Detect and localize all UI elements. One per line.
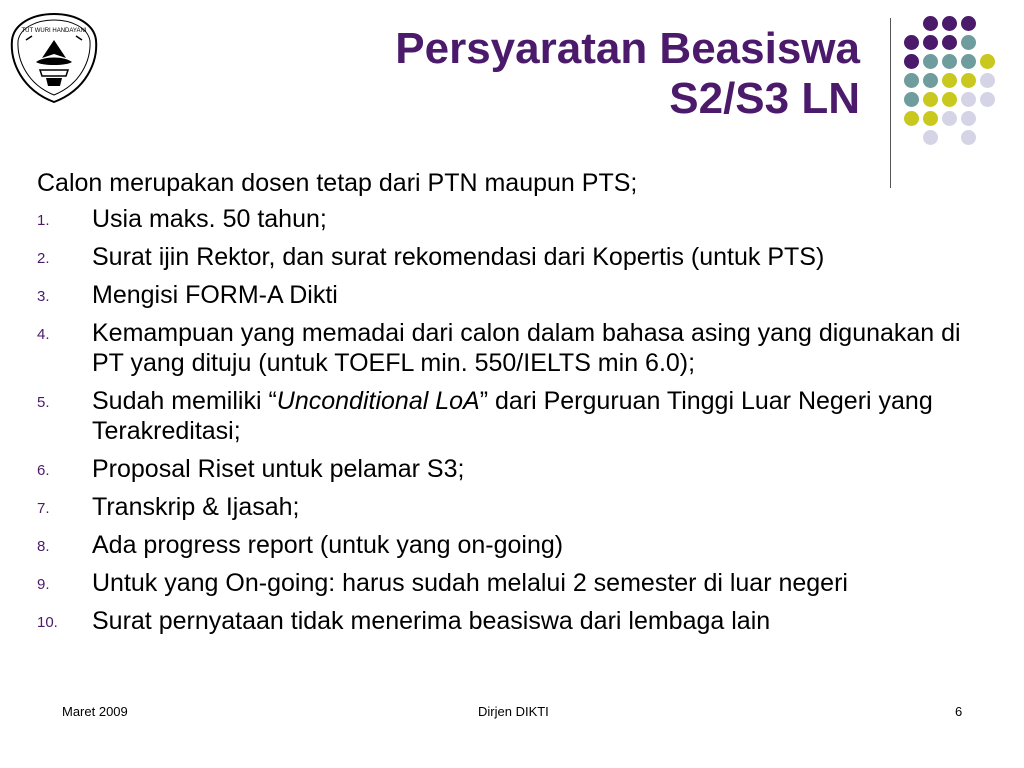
item-text-before: Sudah memiliki “ <box>92 387 277 415</box>
list-item <box>37 386 997 446</box>
item-number: 6. <box>37 462 50 479</box>
decorative-dot <box>980 54 995 69</box>
item-number: 9. <box>37 576 50 593</box>
list-item <box>37 568 997 598</box>
item-number: 10. <box>37 614 58 631</box>
decorative-dot <box>904 92 919 107</box>
decorative-dot <box>923 35 938 50</box>
title-line-1: Persyaratan Beasiswa <box>395 24 860 73</box>
item-number: 4. <box>37 326 50 343</box>
item-text: Proposal Riset untuk pelamar S3; <box>92 455 465 483</box>
item-text: Usia maks. 50 tahun; <box>92 205 327 233</box>
list-item <box>37 280 997 310</box>
decorative-dot <box>980 73 995 88</box>
item-text: Ada progress report (untuk yang on-going) <box>92 531 564 559</box>
item-text: Surat ijin Rektor, dan surat rekomendasi dari Kopertis (untuk PTS) <box>92 243 825 271</box>
decorative-dot <box>923 54 938 69</box>
decorative-dot <box>923 92 938 107</box>
decorative-dot <box>923 73 938 88</box>
decorative-dot <box>904 54 919 69</box>
decorative-dot <box>923 16 938 31</box>
decorative-dot <box>961 111 976 126</box>
decorative-dot <box>904 35 919 50</box>
decorative-dot <box>942 73 957 88</box>
requirements-list <box>37 204 997 636</box>
decorative-dot <box>942 16 957 31</box>
divider-line <box>890 18 891 188</box>
list-item <box>37 454 997 484</box>
list-item <box>37 204 997 234</box>
title-line-2: S2/S3 LN <box>669 74 860 123</box>
item-number: 3. <box>37 288 50 305</box>
slide-body <box>37 168 997 644</box>
decorative-dot <box>923 130 938 145</box>
item-number: 1. <box>37 212 50 229</box>
decorative-dot <box>961 92 976 107</box>
list-item <box>37 242 997 272</box>
slide-title <box>200 24 860 124</box>
decorative-dot <box>923 111 938 126</box>
footer-center: Dirjen DIKTI <box>478 704 549 719</box>
decorative-dot-grid <box>904 16 1014 166</box>
item-text-after: ” dari Perguruan Tinggi Luar Negeri yang Terakreditasi; <box>92 387 933 445</box>
item-number: 8. <box>37 538 50 555</box>
decorative-dot <box>942 111 957 126</box>
decorative-dot <box>942 35 957 50</box>
item-text: Kemampuan yang memadai dari calon dalam bahasa asing yang digunakan di PT yang dituju (untuk TOEFL min. 550/IELTS min 6.0); <box>92 319 961 377</box>
list-item <box>37 530 997 560</box>
item-number: 7. <box>37 500 50 517</box>
item-text-italic: Unconditional LoA <box>276 387 480 415</box>
item-text: Untuk yang On-going: harus sudah melalui 2 semester di luar negeri <box>92 569 848 597</box>
item-text: Transkrip & Ijasah; <box>92 493 300 521</box>
item-text: Mengisi FORM-A Dikti <box>92 281 338 309</box>
footer-date: Maret 2009 <box>62 704 128 719</box>
decorative-dot <box>904 111 919 126</box>
list-item <box>37 492 997 522</box>
decorative-dot <box>942 54 957 69</box>
svg-text:TUT WURI HANDAYANI: TUT WURI HANDAYANI <box>21 28 87 34</box>
decorative-dot <box>904 73 919 88</box>
decorative-dot <box>961 35 976 50</box>
page-number: 6 <box>955 704 963 719</box>
item-number: 5. <box>37 394 50 411</box>
item-number: 2. <box>37 250 50 267</box>
item-text: Surat pernyataan tidak menerima beasiswa dari lembaga lain <box>92 607 771 635</box>
list-item <box>37 318 997 378</box>
item-text <box>92 387 933 445</box>
decorative-dot <box>961 54 976 69</box>
list-item <box>37 606 997 636</box>
decorative-dot <box>961 73 976 88</box>
intro-text: Calon merupakan dosen tetap dari PTN maupun PTS; <box>37 169 638 197</box>
decorative-dot <box>980 92 995 107</box>
tut-wuri-handayani-logo <box>6 10 102 106</box>
decorative-dot <box>942 92 957 107</box>
decorative-dot <box>961 130 976 145</box>
decorative-dot <box>961 16 976 31</box>
